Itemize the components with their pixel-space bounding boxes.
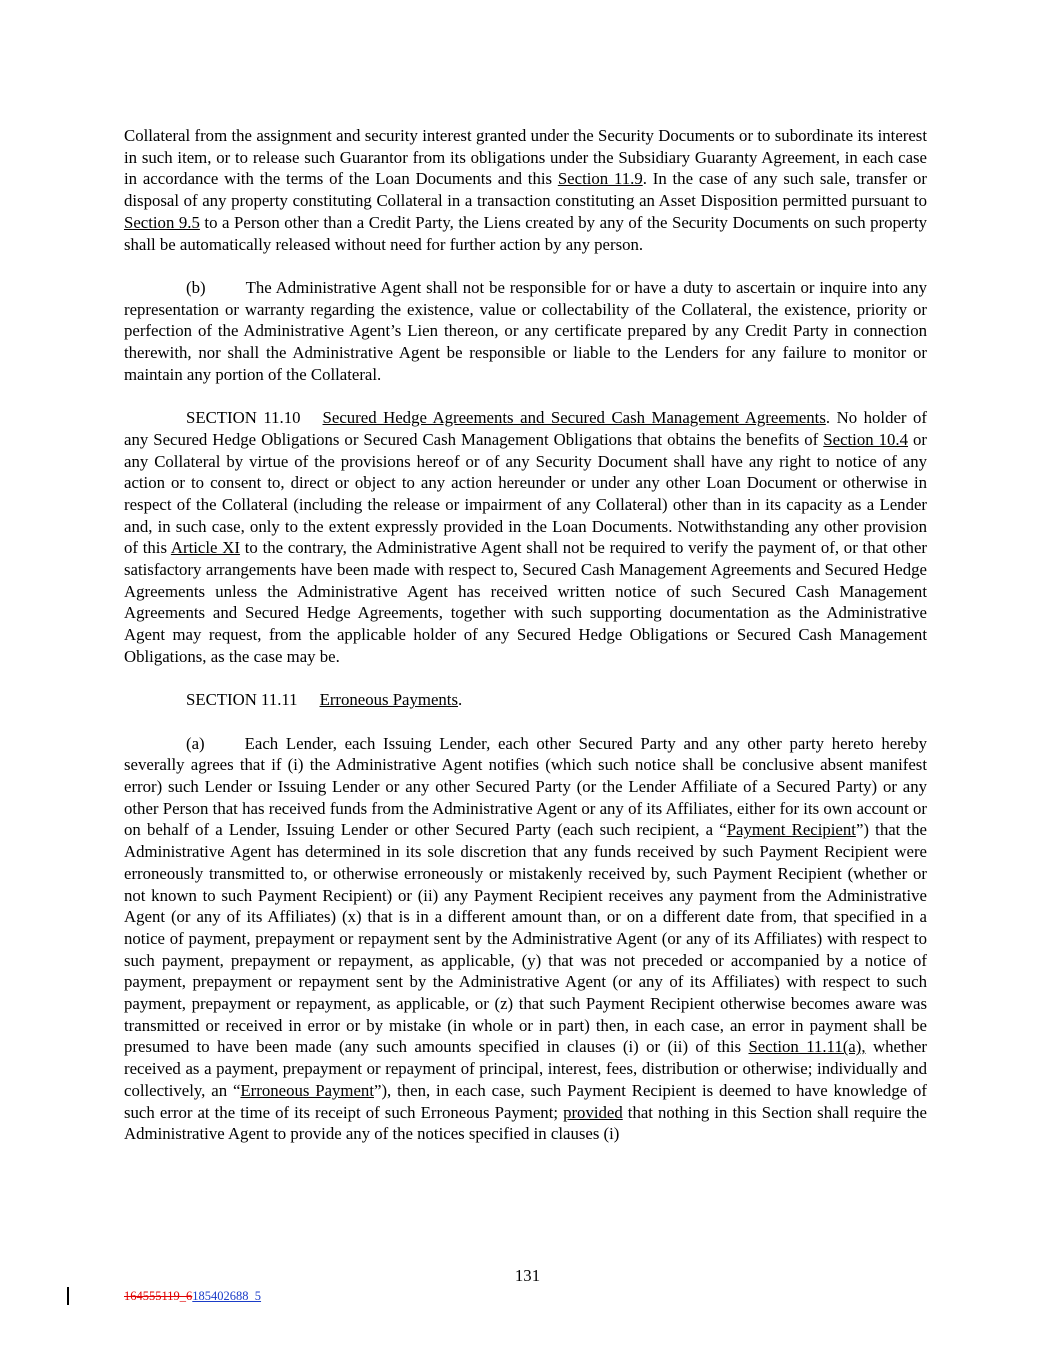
clause-label-a: (a) [186, 733, 205, 753]
paragraph-b-text: The Administrative Agent shall not be responsible for or have a duty to ascertain or inquire into any representation or warranty regarding the existence, value or collectability of the Collateral, the existence, priority or perfection of the Administrative Agent’s Lien thereon, or any certificate prepared by any Credit Party in connection therewith, nor shall the Administrative Agent be responsible or liable to the Lenders for any failure to monitor or maintain any portion of the Collateral. [124, 277, 927, 384]
defined-term-erroneous-payment: Erroneous Payment [240, 1080, 374, 1100]
section-11-11-heading: SECTION 11.11 Erroneous Payments. [186, 690, 463, 710]
link-section-11-11-a[interactable]: Section 11.11(a), [748, 1037, 866, 1057]
section-11-10: SECTION 11.10 Secured Hedge Agreements and Secured Cash Management Agreements. No holder of any Secured Hedge Obligations or Secured Cash Management Obligations that obtains the benefits of Section 10.4 or any Collateral by virtue of the provisions hereof or of any Security Document shall have any right to notice of any action or to consent to, direct or object to any action hereunder or under any other Loan Document or otherwise in respect of the Collateral (including the release or impairment of any Collateral) other than in its capacity as a Lender and, in such case, only to the extent expressly provided in the Loan Documents. Notwithstanding any other provision of this Article XI to the contrary, the Administrative Agent shall not be required to verify the payment of, or that other satisfactory arrangements have been made with respect to, Secured Cash Management Agreements and Secured Hedge Agreements unless the Administrative Agent has received written notice of such Secured Cash Management Agreements and Secured Hedge Agreements, together with such supporting documentation as the Administrative Agent may request, from the applicable holder of any Secured Hedge Obligations or Secured Cash Management Obligations, as the case may be. [124, 408, 928, 666]
revision-change-bar [67, 1287, 69, 1305]
defined-term-payment-recipient: Payment Recipient [726, 820, 856, 840]
link-section-9-5[interactable]: Section 9.5 [124, 212, 200, 232]
document-id [124, 1289, 261, 1304]
paragraph-a: (a) Each Lender, each Issuing Lender, each other Secured Party and any other party hereto hereby severally agrees that if (i) the Administrative Agent notifies (which such notice shall be conclusive absent manifest error) such Lender or Issuing Lender or any other Secured Party (or the Lender Affiliate of a Secured Party) or any other Person that has received funds from the Administrative Agent or any of its Affiliates, either for its own account or on behalf of a Lender, Issuing Lender or other Secured Party (each such recipient, a “Payment Recipient”) that the Administrative Agent has determined in its sole discretion that any funds received by such Payment Recipient were erroneously transmitted to, or otherwise erroneously or mistakenly received by, such Payment Recipient (whether or not known to such Payment Recipient) or (ii) any Payment Recipient receives any payment from the Administrative Agent (or any of its Affiliates) (x) that is in a different amount than, or on a different date from, that specified in a notice of payment, prepayment or repayment sent by the Administrative Agent (or any of its Affiliates) with respect to such payment, prepayment or repayment, as applicable, (y) that was not preceded or accompanied by a notice of payment, prepayment or repayment sent by the Administrative Agent (or any of its Affiliates) with respect to such payment, prepayment or repayment, as applicable, or (z) that such Payment Recipient otherwise becomes aware was transmitted or received in error or by mistake (in whole or in part) then, in each case, an error in payment shall be presumed to have been made (any such amounts specified in clauses (i) or (ii) of this Section 11.11(a), whether received as a payment, prepayment or repayment of principal, interest, fees, distribution or otherwise; individually and collectively, an “Erroneous Payment”), then, in each case, such Payment Recipient is deemed to have knowledge of such error at the time of its receipt of such Erroneous Payment; provided that nothing in this Section shall require the Administrative Agent to provide any of the notices specified in clauses (i) [124, 733, 928, 1144]
link-section-10-4[interactable]: Section 10.4 [823, 429, 908, 449]
doc-id-inserted: 185402688_5 [192, 1289, 262, 1303]
paragraph-collateral-release: Collateral from the assignment and security interest granted under the Security Documents or to subordinate its interest in such item, or to release such Guarantor from its obligations under the Subsidiary Guaranty Agreement, in each case in accordance with the terms of the Loan Documents and this Section 11.9. In the case of any such sale, transfer or disposal of any property constituting Collateral in a transaction constituting an Asset Disposition permitted pursuant to Section 9.5 to a Person other than a Credit Party, the Liens created by any of the Security Documents on such property shall be automatically released without need for further action by any person. [124, 126, 927, 254]
link-article-xi[interactable]: Article XI [170, 538, 240, 558]
paragraph-b [124, 277, 927, 386]
section-number: SECTION 11.11 [186, 690, 298, 710]
section-title: Erroneous Payments [319, 690, 458, 710]
defined-term-provided: provided [563, 1102, 623, 1122]
link-section-11-9[interactable]: Section 11.9 [557, 169, 643, 189]
clause-label-b: (b) [186, 277, 206, 297]
section-number: SECTION 11.10 [186, 408, 301, 428]
page-number: 131 [514, 1266, 541, 1285]
page-body [124, 125, 927, 1167]
doc-id-deleted: 164555119_6 [124, 1289, 193, 1303]
section-title: Secured Hedge Agreements and Secured Cash Management Agreements [322, 408, 826, 428]
